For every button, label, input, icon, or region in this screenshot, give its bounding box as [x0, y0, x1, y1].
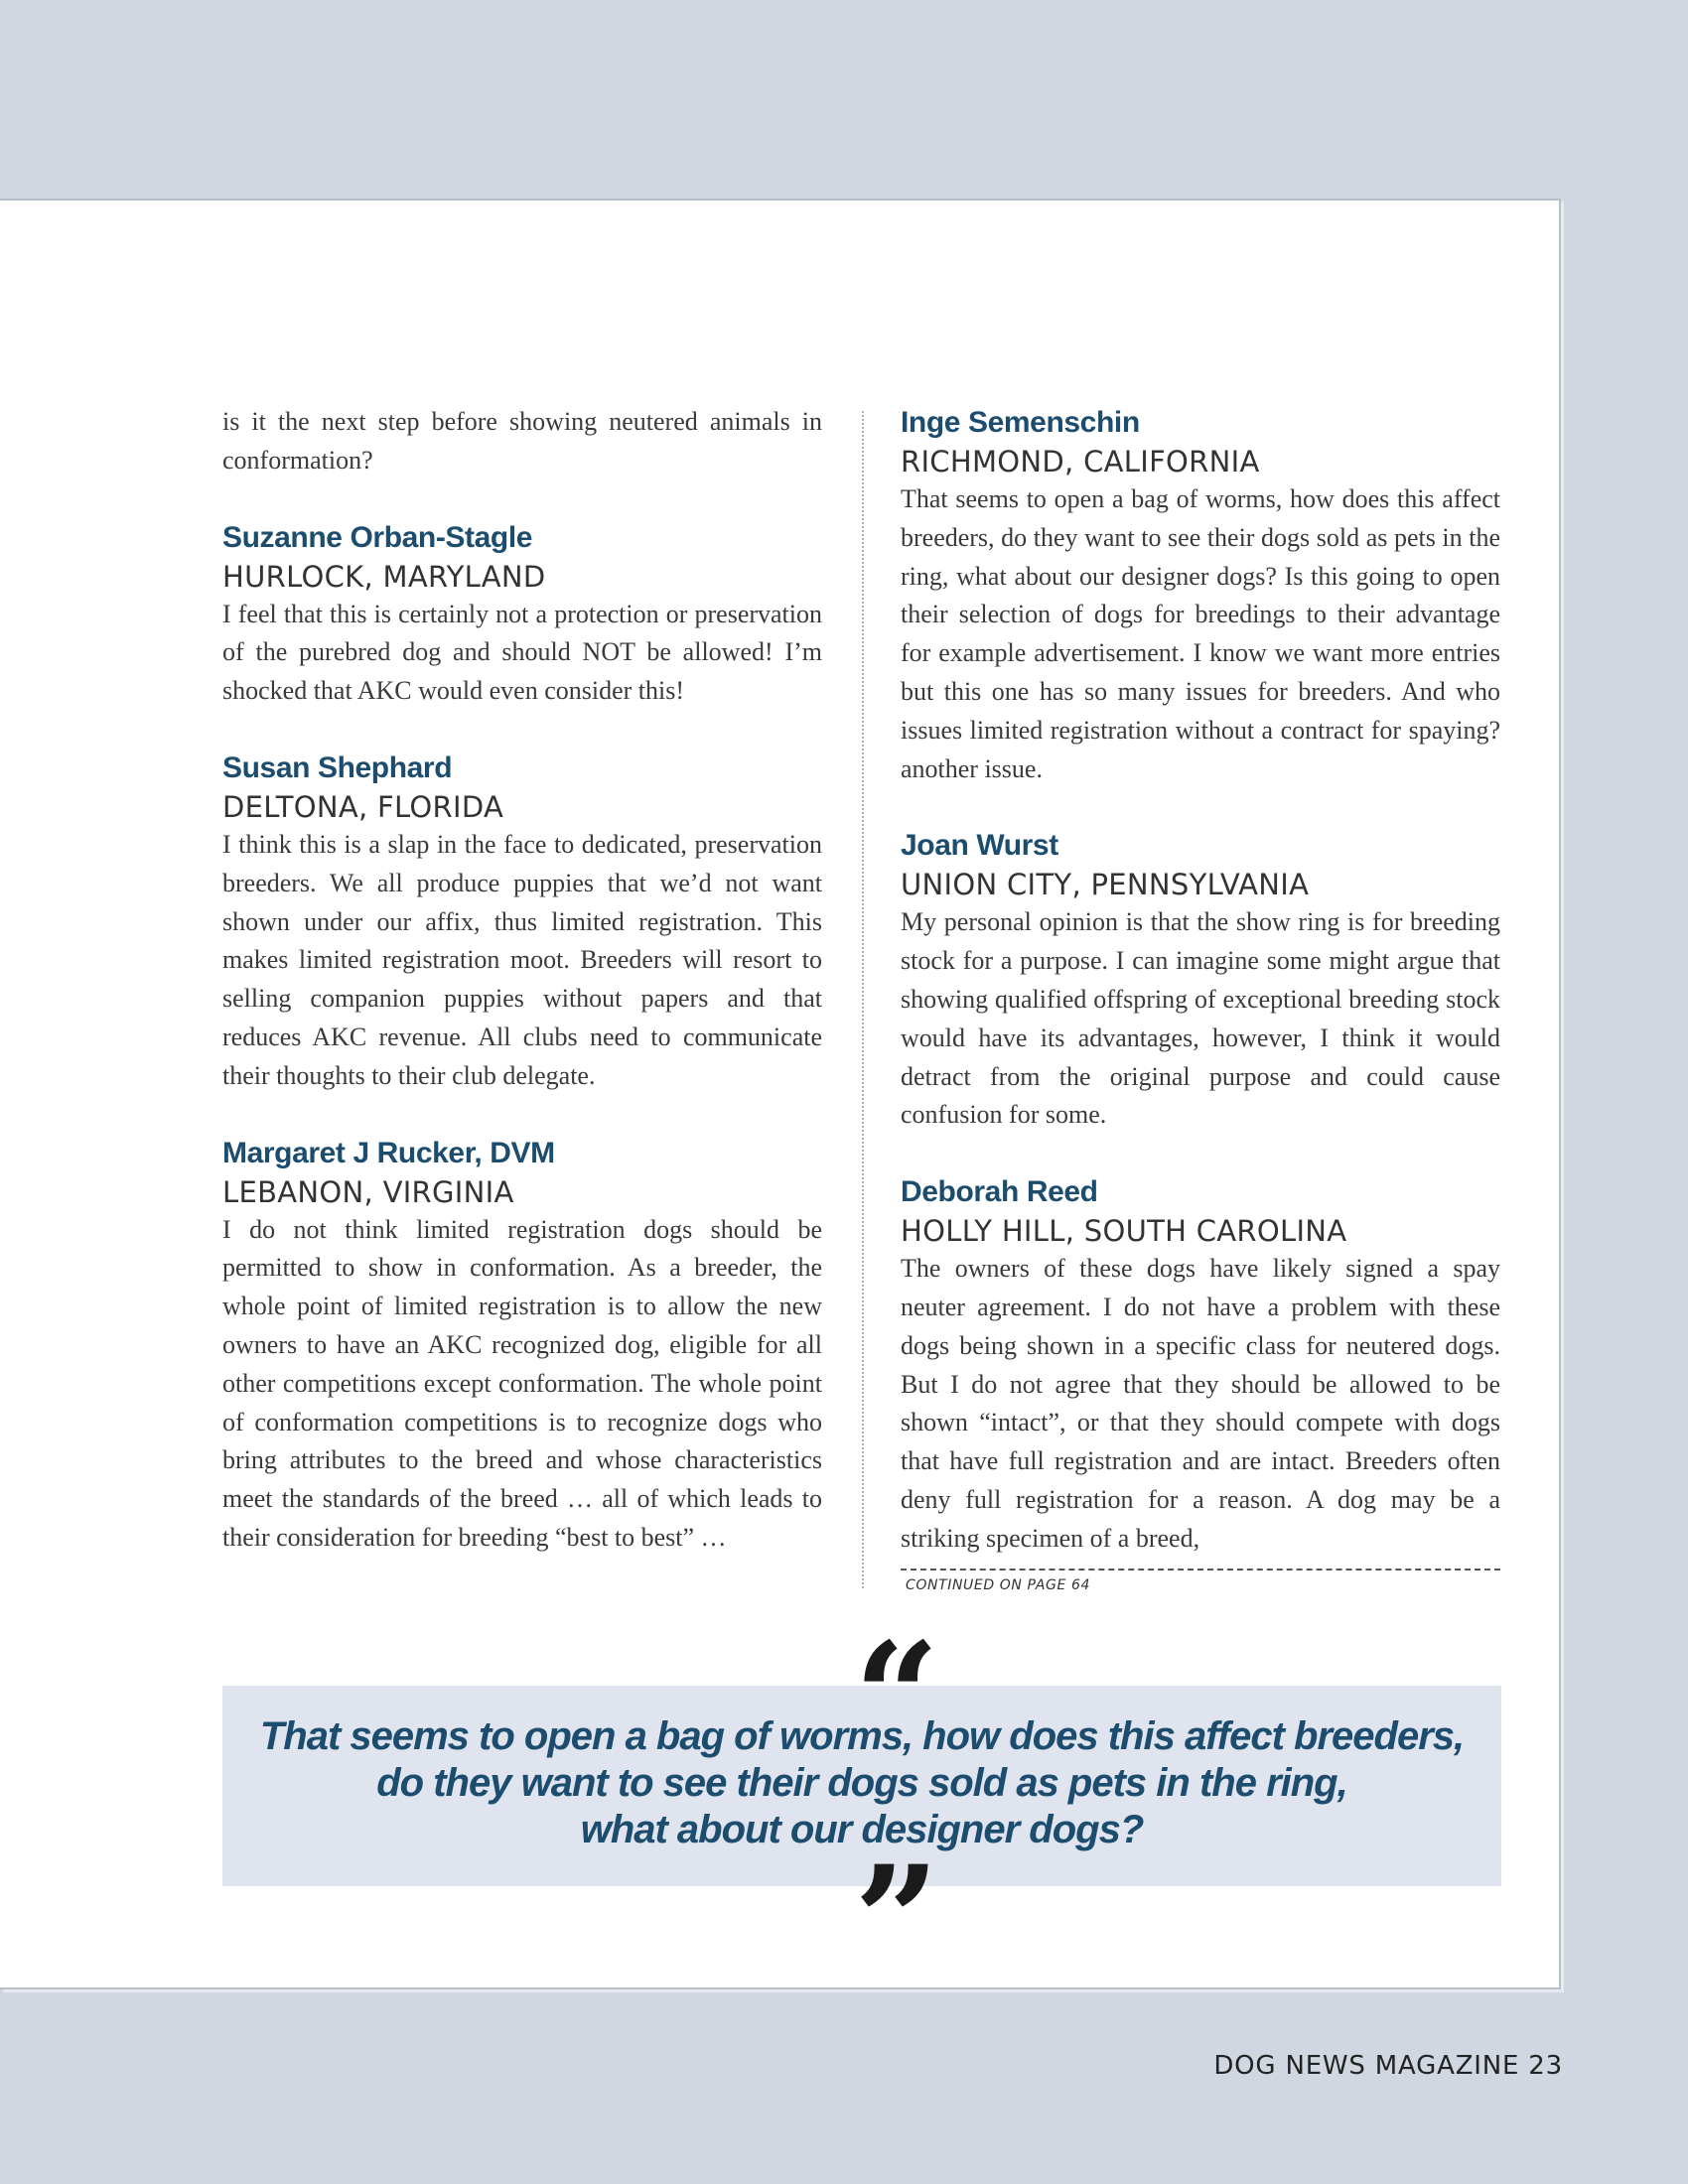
pull-quote-line: do they want to see their dogs sold as pets in the ring, [376, 1761, 1347, 1805]
right-column [901, 403, 1500, 1594]
commenter-location: LEBANON, VIRGINIA [222, 1174, 514, 1209]
continued-link[interactable]: CONTINUED ON PAGE 64 [901, 1569, 1500, 1594]
comment-text: I think this is a slap in the face to dedicated, preservation breeders. We all produce puppies that we’d not want shown under our affix, thus limited registration. This makes limited registration moot. Breeders will resort to selling companion puppies without papers and that reduces AKC revenue. All clubs need to communicate their thoughts to their club delegate. [222, 829, 822, 1090]
commenter-location: RICHMOND, CALIFORNIA [901, 445, 1260, 478]
commenter-location: HURLOCK, MARYLAND [222, 559, 546, 594]
comment-text: I do not think limited registration dogs should be permitted to show in conformation. As a breeder, the whole point of limited registration is to allow the new owners to have an AKC recognized dog, eligible for all other competitions except conformation. The whole point of conformation competitions is to recognize dogs who bring attributes to the breed and whose characteristics meet the standards of the breed … all of which leads to their consideration for breeding “best to best” … [222, 1214, 822, 1552]
comment-text: The owners of these dogs have likely signed a spay neuter agreement. I do not have a problem with these dogs being shown in a specific class for neutered dogs. But I do not agree that they should be allowed to be shown “intact”, or that they should compete with dogs that have full registration and are intact. Breeders often deny full registration for a reason. A dog may be a striking specimen of a breed, [901, 1254, 1500, 1553]
comment-text: That seems to open a bag of worms, how does this affect breeders, do they want to see their dogs sold as pets in the ring, what about our designer dogs? Is this going to open their selection of dogs for breedings to their advantage for example advertisement. I know we want more entries but this one has so many issues for breeders. And who issues limited registration without a contract for spaying? another issue. [901, 484, 1500, 783]
commenter-name: Joan Wurst [901, 829, 1058, 863]
pull-quote-line: what about our designer dogs? [580, 1808, 1144, 1851]
commenter-location: HOLLY HILL, SOUTH CAROLINA [901, 1214, 1347, 1249]
column-divider [862, 411, 864, 1588]
commenter-name: Suzanne Orban-Stagle [222, 520, 533, 554]
commenter-name: Susan Shephard [222, 751, 453, 784]
comment-entry [222, 518, 822, 711]
comment-text: My personal opinion is that the show ring is for breeding stock for a purpose. I can imagine some might argue that showing qualified offspring of exceptional breeding stock would have its advantages, however, I think it would detract from the original purpose and could cause confusion for some. [901, 907, 1500, 1130]
page-footer: DOG NEWS MAGAZINE 23 [1213, 2051, 1563, 2081]
comment-entry [901, 826, 1500, 1135]
pull-quote-line: That seems to open a bag of worms, how does this affect breeders, [259, 1714, 1465, 1758]
close-quote-icon: ” [854, 1834, 940, 2008]
comment-entry [901, 403, 1500, 788]
lead-paragraph: is it the next step before showing neutered animals in conformation? [222, 407, 822, 475]
commenter-location: DELTONA, FLORIDA [222, 789, 504, 824]
commenter-location: UNION CITY, PENNSYLVANIA [901, 868, 1310, 902]
left-column [222, 403, 822, 1595]
commenter-name: Deborah Reed [901, 1175, 1098, 1209]
comment-text: I feel that this is certainly not a protection or preservation of the purebred dog and should NOT be allowed! I’m shocked that AKC would even consider this! [222, 599, 822, 706]
open-quote-icon: “ [854, 1610, 940, 1785]
commenter-name: Inge Semenschin [901, 406, 1140, 439]
comment-entry [901, 1172, 1500, 1558]
comment-entry [222, 1134, 822, 1558]
commenter-name: Margaret J Rucker, DVM [222, 1136, 555, 1169]
comment-entry [222, 749, 822, 1096]
